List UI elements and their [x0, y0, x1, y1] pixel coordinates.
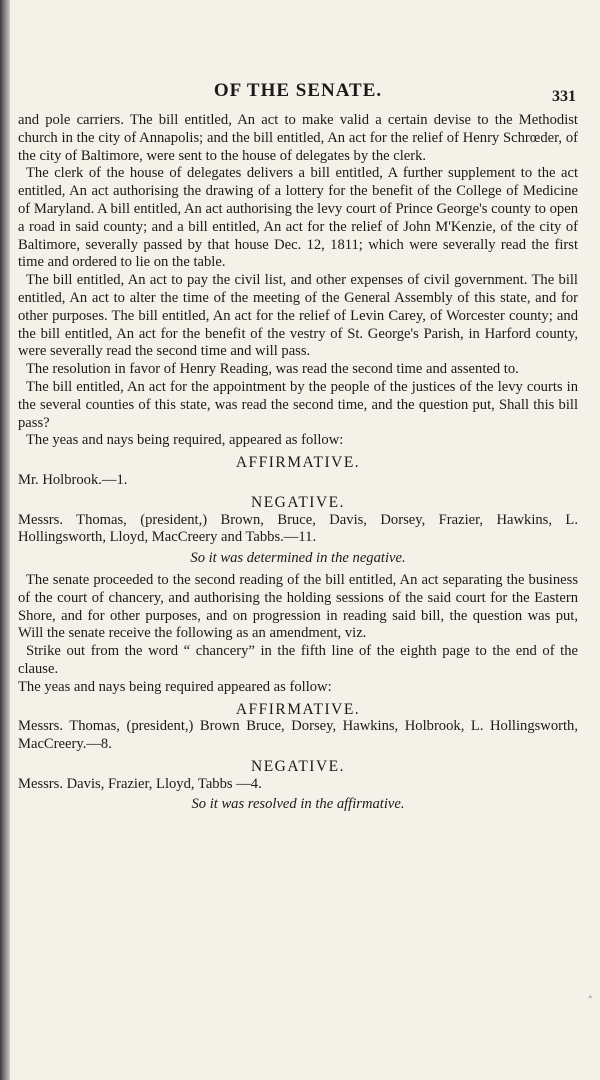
vote1-negative-heading: NEGATIVE.: [251, 493, 345, 511]
vote2-affirmative-heading: AFFIRMATIVE.: [235, 700, 361, 718]
vote2-negative-names: Messrs. Davis, Frazier, Lloyd, Tabbs —4.: [18, 775, 262, 792]
binding-gutter: [0, 0, 10, 1080]
paragraph-resolution: The resolution in favor of Henry Reading, was read the second time and assented to.: [26, 361, 519, 378]
paragraph-chancery-bill: The senate proceeded to the second reading of the bill entitled, An act separating the business of the court of chancery, and authorising the holding sessions of the said court for the Eastern Shore, and for other purposes, and on progression in reading said bill, the question was put, Will the senate receive the following as an amendment, viz.: [18, 571, 578, 642]
paragraph-messages-sent: and pole carriers. The bill entitled, An act to make valid a certain devise to the Methodist church in the city of Annapolis; and the bill entitled, An act for the relief of Henry Schrœder, of the city of Baltimore, were sent to the house of delegates by the clerk.: [18, 112, 578, 164]
vote2-affirmative-names: Messrs. Thomas, (president,) Brown Bruce, Dorsey, Hawkins, Holbrook, L. Hollingsworth, MacCreery.—8.: [18, 718, 578, 753]
paragraph-levy-court-bill: The bill entitled, An act for the appointment by the people of the justices of the levy courts in the several counties of this state, was read the second time, and the question put, Shall this bill pass?: [18, 378, 578, 431]
paragraph-yeas-nays-1: The yeas and nays being required, appeared as follow:: [26, 432, 344, 449]
paragraph-amendment: Strike out from the word “ chancery” in the fifth line of the eighth page to the end of the clause.: [18, 643, 578, 677]
vote1-negative-names: Messrs. Thomas, (president,) Brown, Bruce, Davis, Dorsey, Frazier, Hawkins, L. Hollingsworth, Lloyd, MacCreery and Tabbs.—11.: [18, 511, 578, 546]
page-number: 331: [552, 88, 576, 105]
vote1-outcome: So it was determined in the negative.: [190, 550, 406, 567]
vote1-affirmative-names: Mr. Holbrook.—1.: [18, 471, 128, 488]
body-text: [18, 112, 578, 814]
page-header: [18, 0, 578, 112]
paragraph-bills-delivered: The clerk of the house of delegates delivers a bill entitled, A further supplement to the act entitled, An act authorising the drawing of a lottery for the benefit of the College of Medicine of Maryland. A bill entitled, An act authorising the levy court of Prince George's county to open a road in said county; and a bill entitled, An act for the relief of John M'Kenzie, of the city of Baltimore, severally passed by that house Dec. 12, 1811; which were severally read the first time and ordered to lie on the table.: [18, 165, 578, 271]
paragraph-second-reading: The bill entitled, An act to pay the civil list, and other expenses of civil government. The bill entitled, An act to alter the time of the meeting of the General Assembly of this state, and for other purposes. The bill entitled, An act for the relief of Levin Carey, of Worcester county; and the bill entitled, An act for the benefit of the vestry of St. George's Parish, in Harford county, were severally read the second time and will pass.: [18, 272, 578, 360]
running-title: OF THE SENATE.: [213, 80, 383, 101]
vote2-outcome: So it was resolved in the affirmative.: [191, 796, 405, 813]
vote1-affirmative-heading: AFFIRMATIVE.: [235, 454, 361, 472]
vote2-negative-heading: NEGATIVE.: [251, 757, 345, 775]
book-page: [18, 0, 578, 818]
paragraph-yeas-nays-2: The yeas and nays being required appeared as follow:: [18, 678, 332, 695]
page-speck-mark: ◦: [588, 992, 592, 1003]
